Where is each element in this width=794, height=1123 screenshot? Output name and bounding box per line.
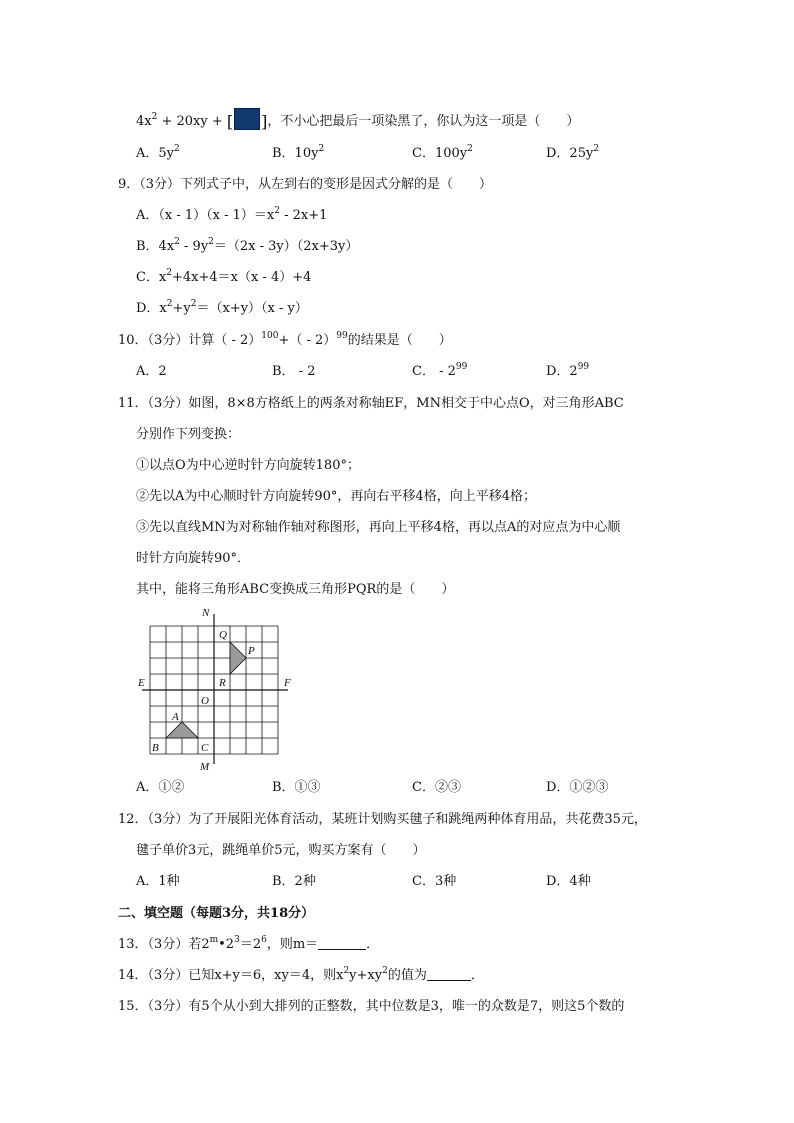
q13-answer-blank[interactable] <box>318 935 366 950</box>
option-sup: 2 <box>274 206 280 216</box>
q11-option-b[interactable]: B．①③ <box>272 780 321 795</box>
option-label: C．100y <box>412 146 468 161</box>
q8-question-text: ，不小心把最后一项染黑了，你认为这一项是（ ） <box>267 114 580 129</box>
q11-option-c[interactable]: C．②③ <box>412 780 461 795</box>
option-text: B．4x <box>136 239 175 254</box>
q10-text: 的结果是（ ） <box>347 333 452 348</box>
q13-text: 13．（3分）若2 <box>118 937 210 952</box>
right-bracket: ] <box>261 112 268 131</box>
grid-figure <box>136 602 296 772</box>
q8-expr-b: + 20xy + <box>157 114 227 129</box>
q10-option-d[interactable] <box>546 362 589 382</box>
option-text: ＝（x+y）（x - y） <box>196 301 308 316</box>
label-m: M <box>200 761 210 772</box>
q9-option-a[interactable] <box>136 206 327 226</box>
option-sup: 2 <box>174 237 180 247</box>
q13-text: ． <box>366 937 380 952</box>
label-n: N <box>202 607 210 619</box>
q10-sup: 100 <box>261 331 279 341</box>
q10-text: +（ - 2） <box>278 333 337 348</box>
q11-transform-3b: 时针方向旋转90°． <box>136 551 251 566</box>
label-f: F <box>284 677 291 689</box>
q9-option-b[interactable] <box>136 237 358 257</box>
option-text: +y <box>172 301 191 316</box>
q11-question: 其中，能将三角形ABC变换成三角形PQR的是（ ） <box>136 582 455 597</box>
option-sup: 2 <box>166 299 173 309</box>
option-sup: 99 <box>577 362 590 372</box>
label-b: B <box>152 742 159 754</box>
q12-stem-line2: 毽子单价3元，跳绳单价5元，购买方案有（ ） <box>136 843 426 858</box>
q12-option-d[interactable]: D．4种 <box>546 874 591 889</box>
q8-option-a[interactable] <box>136 144 180 164</box>
q8-stem <box>136 108 579 132</box>
q11-transform-3a: ③先以直线MN为对称轴作轴对称图形，再向上平移4格，再以点A的对应点为中心顺 <box>136 520 621 535</box>
label-q: Q <box>219 629 227 641</box>
option-label: B．10y <box>272 146 319 161</box>
option-text: D．x <box>136 301 167 316</box>
q14-sup: 2 <box>343 966 350 976</box>
label-o: O <box>201 695 209 707</box>
blackened-term-box <box>234 108 260 130</box>
option-sup: 2 <box>318 144 325 154</box>
q13-stem <box>118 935 379 955</box>
option-text: - 9y <box>179 239 209 254</box>
q11-stem-line1: 11．（3分）如图，8×8方格纸上的两条对称轴EF，MN相交于中心点O，对三角形ABC <box>118 396 624 411</box>
option-text: A．（x - 1）（x - 1）＝x <box>136 208 275 223</box>
q10-stem <box>118 331 452 351</box>
q10-sup: 99 <box>336 331 348 341</box>
option-sup: 2 <box>208 237 214 247</box>
q12-option-a[interactable]: A．1种 <box>136 874 180 889</box>
triangle-pqr <box>230 642 246 674</box>
q14-answer-blank[interactable] <box>427 966 471 981</box>
option-sup: 2 <box>190 299 197 309</box>
triangle-abc <box>166 722 198 738</box>
left-bracket: [ <box>226 112 234 131</box>
label-a: A <box>172 711 179 723</box>
q13-text: ＝2 <box>239 937 262 952</box>
q14-sup: 2 <box>382 966 388 976</box>
q9-stem: 9．（3分）下列式子中，从左到右的变形是因式分解的是（ ） <box>118 177 493 192</box>
q13-text: •2 <box>218 937 235 952</box>
option-text: +4x+4＝x（x - 4）+4 <box>172 270 312 285</box>
q11-option-d[interactable]: D．①②③ <box>546 780 609 795</box>
option-text: D．2 <box>546 364 578 379</box>
option-label: A．5y <box>136 146 175 161</box>
option-text: ＝（2x - 3y）（2x+3y） <box>213 239 359 254</box>
option-label: D．25y <box>546 146 594 161</box>
q9-option-c[interactable] <box>136 268 311 288</box>
q13-sup: 6 <box>261 935 267 945</box>
option-text: C． - 2 <box>412 364 456 379</box>
q13-sup: m <box>209 935 219 945</box>
q10-text: 10．（3分）计算（ - 2） <box>118 333 262 348</box>
q8-option-d[interactable] <box>546 144 599 164</box>
q13-sup: 3 <box>234 935 240 945</box>
option-sup: 2 <box>593 144 600 154</box>
q14-stem <box>118 966 484 986</box>
q10-option-a[interactable]: A．2 <box>136 364 167 379</box>
label-p: P <box>248 645 255 657</box>
option-sup: 2 <box>174 144 180 154</box>
label-r: R <box>219 677 226 689</box>
q12-option-b[interactable]: B．2种 <box>272 874 316 889</box>
q14-text: y+xy <box>349 968 383 983</box>
option-sup: 2 <box>467 144 473 154</box>
q8-option-c[interactable] <box>412 144 473 164</box>
q8-option-b[interactable] <box>272 144 324 164</box>
q14-text: 的值为 <box>387 968 427 983</box>
option-text: - 2x+1 <box>279 208 328 223</box>
q14-text: 14．（3分）已知x+y＝6，xy＝4，则x <box>118 968 344 983</box>
q14-text: ． <box>470 968 484 983</box>
q10-option-b[interactable]: B． - 2 <box>272 364 316 379</box>
q8-expr-a: 4x <box>136 114 152 129</box>
section-heading-fill-in: 二、填空题（每题3分，共18分） <box>118 906 315 921</box>
label-c: C <box>201 742 209 754</box>
option-sup: 2 <box>166 268 173 278</box>
q8-expr-a-sup: 2 <box>151 112 158 122</box>
q12-stem-line1: 12．（3分）为了开展阳光体育活动，某班计划购买毽子和跳绳两种体育用品，共花费35元， <box>118 812 647 827</box>
q11-stem-line2: 分别作下列变换： <box>136 427 241 442</box>
q12-option-c[interactable]: C．3种 <box>412 874 457 889</box>
q11-option-a[interactable]: A．①② <box>136 780 185 795</box>
q9-option-d[interactable] <box>136 299 308 319</box>
q11-transform-1: ①以点O为中心逆时针方向旋转180°； <box>136 458 360 473</box>
option-sup: 99 <box>455 362 468 372</box>
q13-text: ，则m＝ <box>266 937 319 952</box>
q15-stem: 15．（3分）有5个从小到大排列的正整数，其中位数是3，唯一的众数是7，则这5个数的 <box>118 999 625 1014</box>
q11-transform-2: ②先以A为中心顺时针方向旋转90°，再向右平移4格，向上平移4格； <box>136 489 536 504</box>
label-e: E <box>138 677 145 689</box>
option-text: C．x <box>136 270 167 285</box>
q10-option-c[interactable] <box>412 362 467 382</box>
